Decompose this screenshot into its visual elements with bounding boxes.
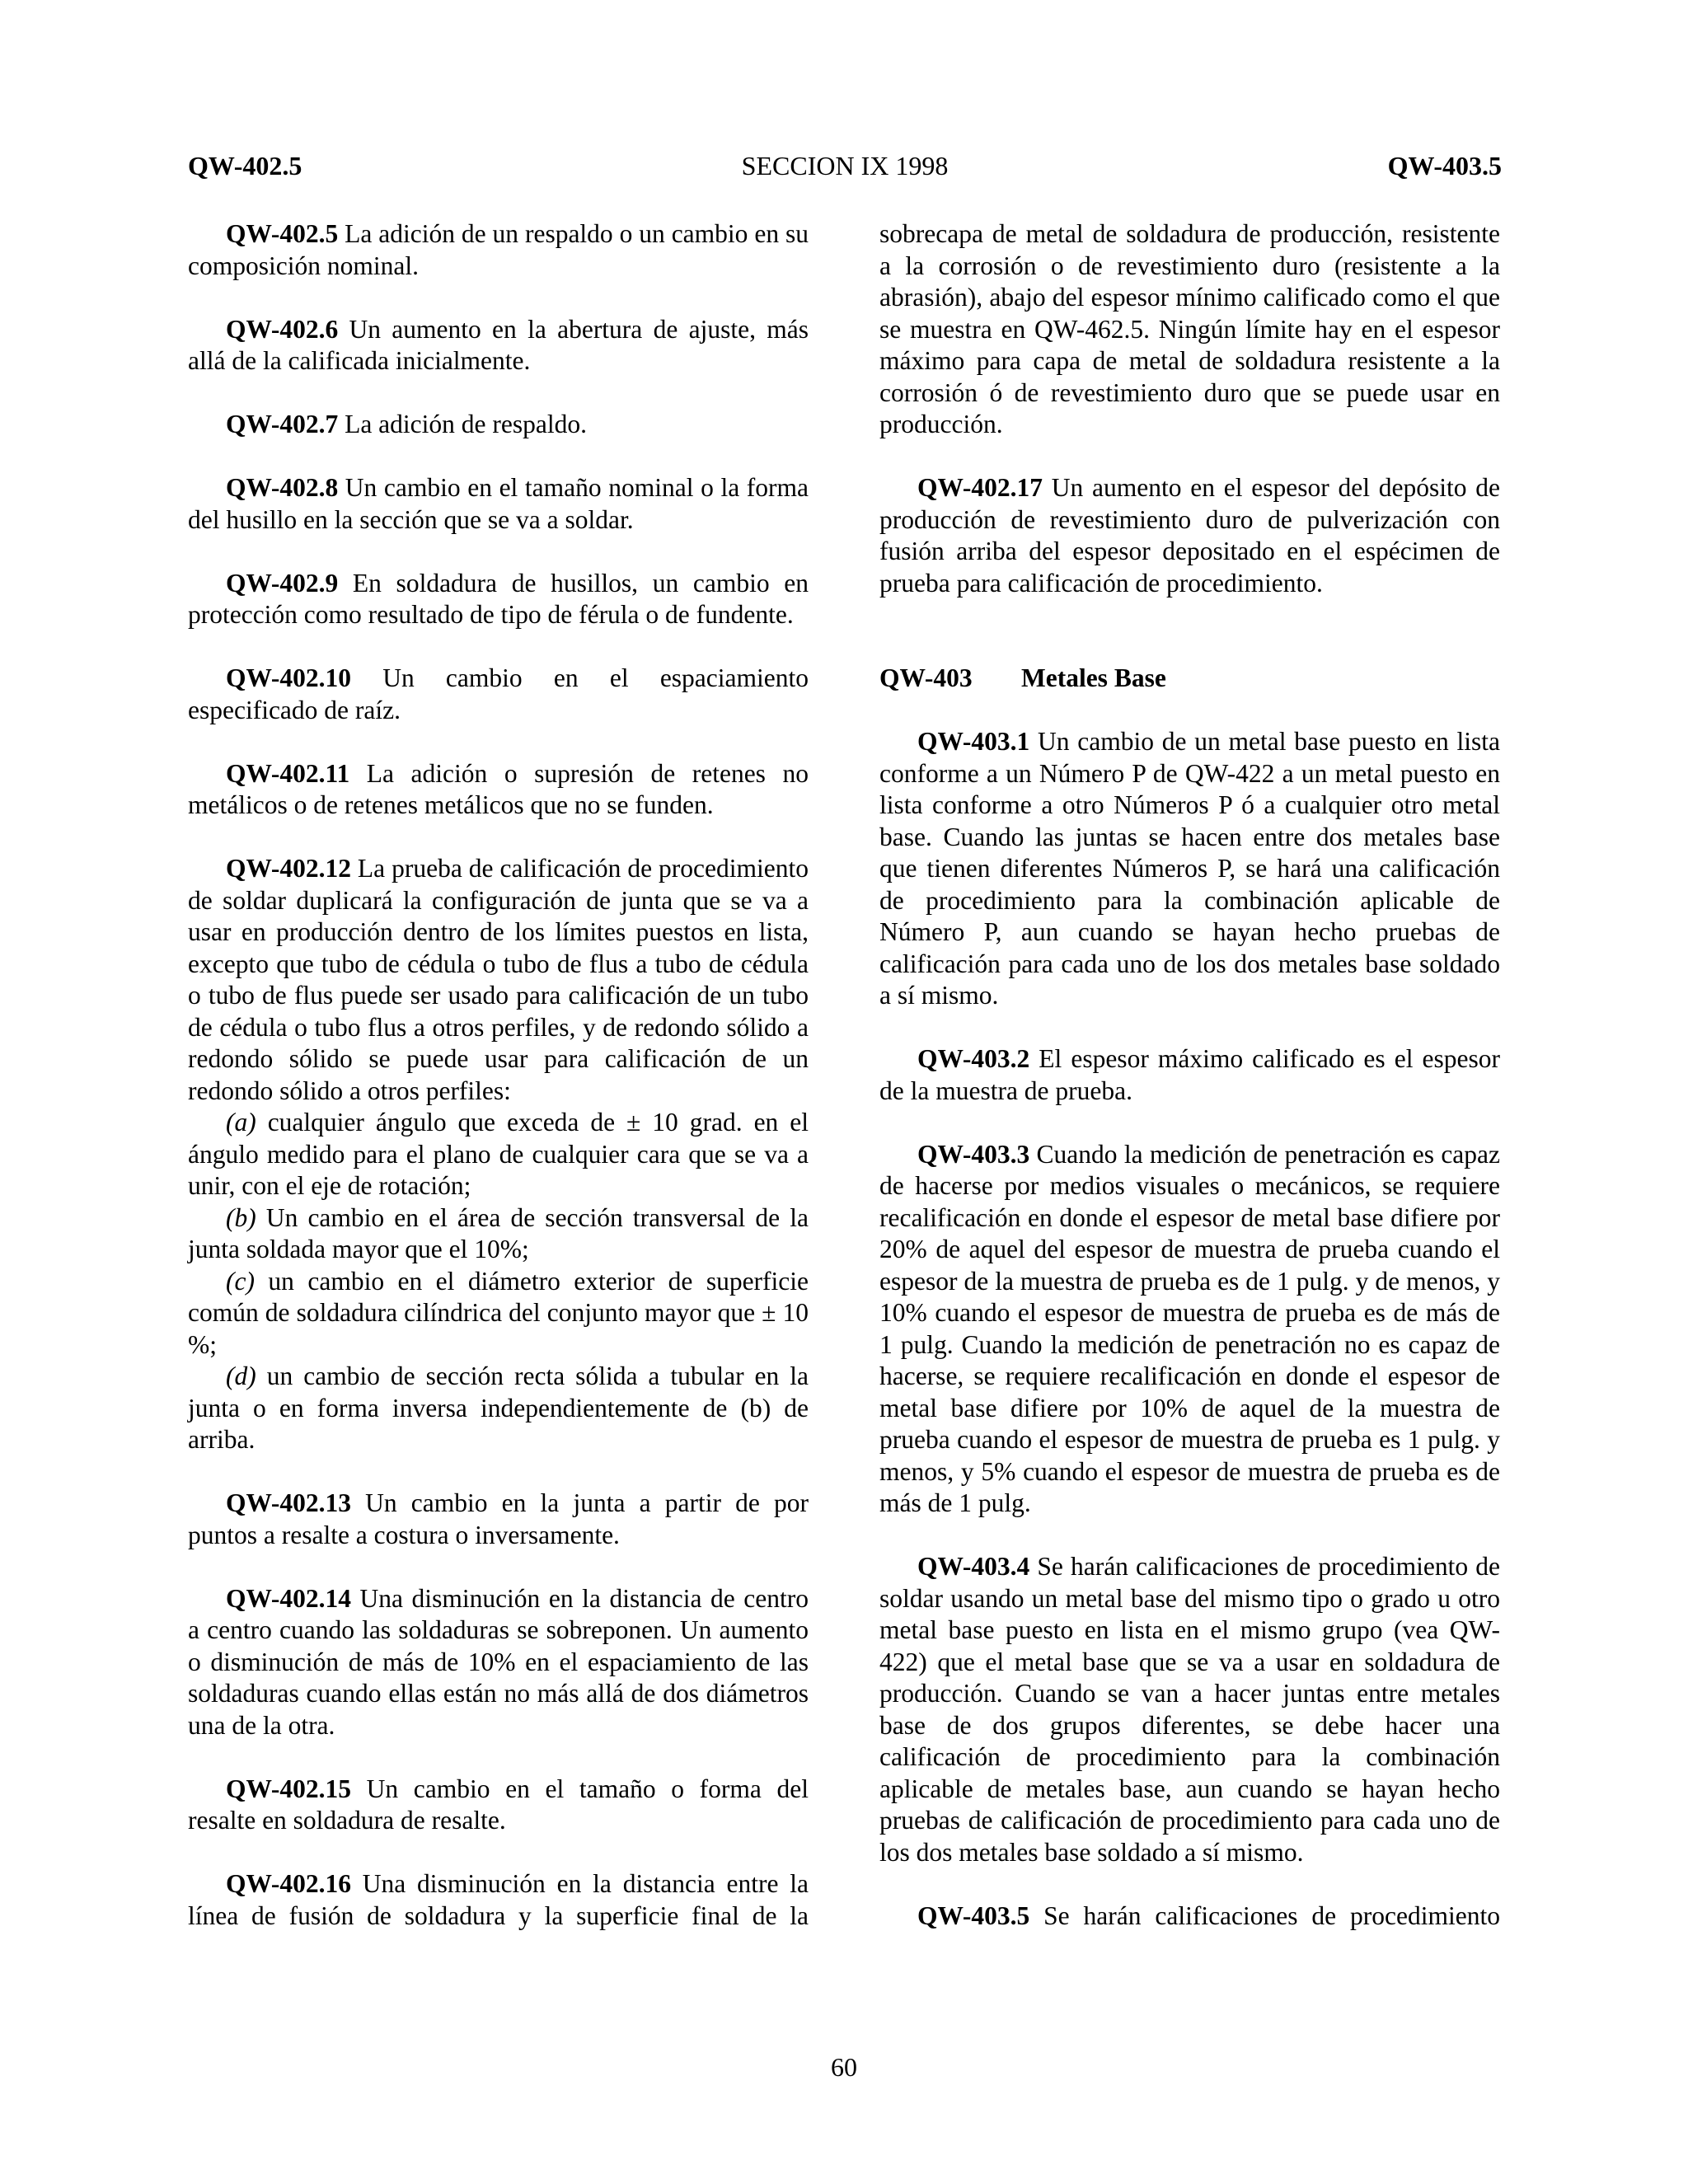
clause-tag: QW-402.8 [226, 473, 339, 502]
clause-tag: QW-402.10 [226, 663, 351, 692]
paragraph-qw-403-2 [879, 1043, 1500, 1107]
list-item-c [188, 1266, 809, 1361]
list-item-label: (b) [226, 1202, 256, 1232]
clause-tag: QW-403.3 [917, 1139, 1030, 1169]
right-column [879, 218, 1500, 1964]
clause-text: Se harán calificaciones de procedimiento de soldar usando un metal base del mismo tipo o grado u otro metal base puesto en lista en el mismo grupo (vea QW-422) que el metal base que se va a usar en soldadura de producción. Cuando se van a hacer juntas entre metales base de dos grupos diferentes, se debe hacer una calificación de procedimiento para la combinación aplicable de metales base, aun cuando se hayan hecho pruebas de calificación de procedimiento para cada uno de los dos metales base soldado a sí mismo. [879, 1552, 1500, 1867]
section-heading-qw-403 [879, 663, 1500, 695]
clause-text: En soldadura de husillos, un cambio en protección como resultado de tipo de férula o de fundente. [188, 568, 809, 629]
clause-tag: QW-403.4 [917, 1552, 1030, 1581]
paragraph-qw-402-17 [879, 472, 1500, 599]
clause-tag: QW-402.6 [226, 314, 339, 344]
paragraph-qw-402-8 [188, 472, 809, 536]
page-header [188, 145, 1502, 186]
clause-text: Un cambio en el tamaño o forma del resalte en soldadura de resalte. [188, 1774, 809, 1835]
clause-text: La prueba de calificación de procedimiento de soldar duplicará la configuración de junta que se va a usar en producción dentro de los límites puestos en lista, excepto que tubo de cédula o tubo de flus a tubo de cédula o tubo de flus puede ser usado para calificación de un tubo de cédula o tubo flus a otros perfiles, y de redondo sólido a redondo sólido se puede usar para calificación de un redondo sólido a otros perfiles: [188, 854, 809, 1105]
clause-tag: QW-402.7 [226, 410, 339, 438]
list-item-label: (a) [226, 1108, 256, 1137]
paragraph-qw-402-9 [188, 568, 809, 631]
paragraph-qw-402-14 [188, 1583, 809, 1742]
list-item-text: un cambio de sección recta sólida a tubular en la junta o en forma inversa independientemente de (b) de arriba. [188, 1361, 809, 1454]
clause-tag: QW-402.9 [226, 568, 339, 598]
clause-tag: QW-402.14 [226, 1583, 351, 1613]
clause-tag: QW-402.12 [226, 854, 351, 883]
list-item-a [188, 1107, 809, 1202]
clause-tag: QW-403.1 [917, 727, 1030, 756]
clause-text: Un aumento en la abertura de ajuste, más allá de la calificada inicialmente. [188, 314, 809, 375]
paragraph-qw-402-15 [188, 1774, 809, 1837]
clause-tag: QW-402.15 [226, 1774, 351, 1803]
list-item-text: un cambio en el diámetro exterior de superficie común de soldadura cilíndrica del conjunto mayor que ± 10 %; [188, 1266, 809, 1359]
paragraph-qw-402-5 [188, 218, 809, 282]
page-number: 60 [831, 2052, 857, 2082]
header-left-ref: QW-402.5 [188, 151, 302, 180]
clause-text: Un cambio en la junta a partir de por puntos a resalte a costura o inversamente. [188, 1488, 809, 1549]
left-column [188, 218, 809, 1964]
paragraph-gap [879, 631, 1500, 663]
paragraph-qw-402-12 [188, 853, 809, 1107]
paragraph-qw-402-10 [188, 663, 809, 726]
section-title: Metales Base [1021, 663, 1166, 692]
list-item-text: cualquier ángulo que exceda de ± 10 grad. en el ángulo medido para el plano de cualquier cara que se va a unir, con el eje de rotación; [188, 1108, 809, 1200]
paragraph-qw-403-5 [879, 1900, 1500, 1933]
clause-tag: QW-402.5 [226, 219, 339, 248]
clause-tag: QW-402.11 [226, 758, 350, 788]
paragraph-qw-402-7 [188, 409, 809, 441]
clause-text: Cuando la medición de penetración es capaz de hacerse por medios visuales o mecánicos, se requiere recalificación en donde el espesor de metal base difiere por 20% de aquel del espesor de muestra de prueba cuando el espesor de la muestra de prueba es de 1 pulg. y de menos, y 10% cuando el espesor de muestra de prueba es de más de 1 pulg. Cuando la medición de penetración no es capaz de hacerse, se requiere recalificación en donde el espesor de metal base difiere por 10% de aquel de la muestra de prueba cuando el espesor de muestra de prueba es 1 pulg. y menos, y 5% cuando el espesor de muestra de prueba es de más de 1 pulg. [879, 1139, 1500, 1517]
paragraph-qw-402-11 [188, 758, 809, 822]
clause-text: La adición o supresión de retenes no metálicos o de retenes metálicos que no se funden. [188, 758, 809, 819]
list-item-text: Un cambio en el área de sección transversal de la junta soldada mayor que el 10%; [188, 1202, 809, 1263]
clause-text: Una disminución en la distancia de centro a centro cuando las soldaduras se sobreponen. Un aumento o disminución de más de 10% en el espaciamiento de las soldaduras cuando ellas están no más allá de dos diámetros una de la otra. [188, 1583, 809, 1740]
clause-text: La adición de respaldo. [338, 410, 587, 438]
clause-tag: QW-403.2 [917, 1044, 1030, 1073]
list-item-b [188, 1202, 809, 1266]
header-section-title: SECCION IX 1998 [741, 151, 949, 180]
clause-text: Se harán calificaciones de procedimiento [1029, 1900, 1500, 1930]
clause-tag: QW-402.16 [226, 1869, 351, 1898]
paragraph-qw-403-3 [879, 1139, 1500, 1520]
paragraph-qw-402-16 [188, 1868, 809, 1932]
clause-text: Un cambio en el tamaño nominal o la forma del husillo en la sección que se va a soldar. [188, 473, 809, 534]
paragraph-qw-402-13 [188, 1488, 809, 1551]
clause-tag: QW-402.13 [226, 1488, 351, 1517]
list-item-label: (d) [226, 1361, 256, 1390]
paragraph-qw-403-4 [879, 1551, 1500, 1868]
paragraph-qw-402-6 [188, 314, 809, 377]
list-item-label: (c) [226, 1266, 255, 1296]
clause-text: Un aumento en el espesor del depósito de producción de revestimiento duro de pulverización con fusión arriba del espesor depositado en el espécimen de prueba para calificación de procedimiento. [879, 473, 1500, 598]
paragraph-gap [188, 1456, 809, 1488]
clause-text: La adición de un respaldo o un cambio en su composición nominal. [188, 219, 809, 280]
list-item-d [188, 1361, 809, 1456]
header-right-ref: QW-403.5 [1387, 151, 1502, 180]
clause-text: El espesor máximo calificado es el espesor de la muestra de prueba. [879, 1044, 1500, 1105]
paragraph-qw-403-1 [879, 726, 1500, 1012]
clause-tag: QW-402.17 [917, 473, 1043, 502]
clause-text: Un cambio de un metal base puesto en lista conforme a un Número P de QW-422 a un metal puesto en lista conforme a otro Números P ó a cualquier otro metal base. Cuando las juntas se hacen entre dos metales base que tienen diferentes Números P, se hará una calificación de procedimiento para la combinación aplicable de Número P, aun cuando se hayan hecho pruebas de calificación para cada uno de los dos metales base soldado a sí mismo. [879, 727, 1500, 1010]
clause-text: Una disminución en la distancia entre la línea de fusión de soldadura y la superficie final de la [188, 1869, 809, 1930]
section-number: QW-403 [879, 663, 973, 692]
clause-tag: QW-403.5 [917, 1900, 1030, 1930]
paragraph-qw-402-16-continued: sobrecapa de metal de soldadura de producción, resistente a la corrosión o de revestimiento duro (resistente a la abrasión), abajo del espesor mínimo calificado como el que se muestra en QW-462.5. Ningún límite hay en el espesor máximo para capa de metal de soldadura resistente a la corrosión ó de revestimiento duro que se puede usar en producción. [879, 219, 1500, 438]
clause-text: Un cambio en el espaciamiento especificado de raíz. [188, 663, 809, 724]
